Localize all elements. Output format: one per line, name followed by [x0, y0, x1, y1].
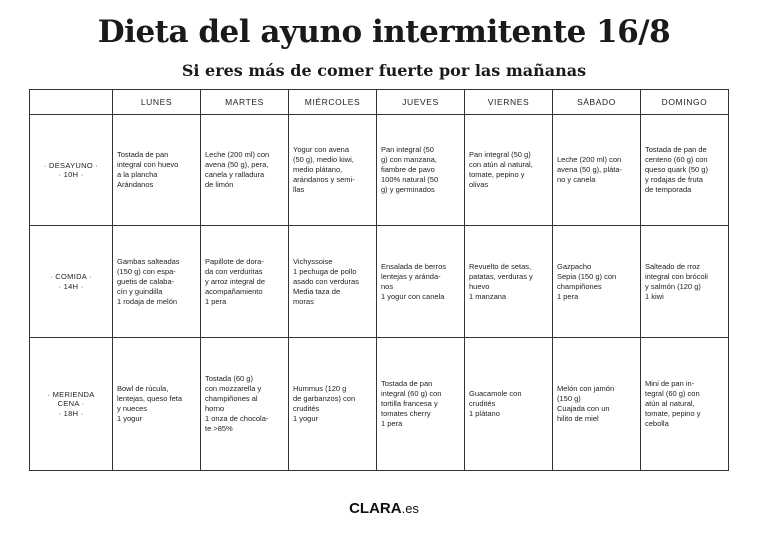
corner-cell [30, 90, 113, 115]
menu-cell: Ensalada de berros lentejas y aránda- nos 1 yogur con canela [377, 226, 465, 337]
meal-row-desayuno [30, 115, 729, 226]
menu-cell: Leche (200 ml) con avena (50 g), pláta- no y canela [553, 115, 641, 226]
day-header: MIÉRCOLES [289, 90, 377, 115]
meal-label: · DESAYUNO · · 10H · [30, 115, 113, 226]
day-header: MARTES [201, 90, 289, 115]
menu-cell: Papillote de dora- da con verduritas y arroz integral de acompañamiento 1 pera [201, 226, 289, 337]
meal-row-comida [30, 226, 729, 337]
menu-cell: Bowl de rúcula, lentejas, queso feta y nueces 1 yogur [113, 337, 201, 470]
day-header: SÁBADO [553, 90, 641, 115]
page-subtitle: Si eres más de comer fuerte por las mañanas [181, 61, 587, 80]
menu-cell: Vichyssoise 1 pechuga de pollo asado con verduras Media taza de moras [289, 226, 377, 337]
header-row [30, 90, 729, 115]
menu-cell: Pan integral (50 g) con atún al natural, tomate, pepino y olivas [465, 115, 553, 226]
menu-cell: Salteado de rroz integral con brócoli y salmón (120 g) 1 kiwi [641, 226, 729, 337]
meal-row-merienda-cena [30, 337, 729, 470]
menu-cell: Tostada (60 g) con mozzarella y champiñones al horno 1 onza de chocola- te >85% [201, 337, 289, 470]
brand-suffix: .es [401, 501, 419, 516]
meal-label: · MERIENDA CENA · · 18H · [30, 337, 113, 470]
menu-cell: Gazpacho Sepia (150 g) con champiñones 1 pera [553, 226, 641, 337]
day-header: LUNES [113, 90, 201, 115]
menu-cell: Tostada de pan integral con huevo a la plancha Arándanos [113, 115, 201, 226]
brand-name: CLARA [349, 500, 402, 517]
meal-label: · COMIDA · · 14H · [30, 226, 113, 337]
menu-cell: Mini de pan in- tegral (60 g) con atún al natural, tomate, pepino y cebolla [641, 337, 729, 470]
menu-cell: Tostada de pan de centeno (60 g) con queso quark (50 g) y rodajas de fruta de temporada [641, 115, 729, 226]
menu-cell: Guacamole con crudités 1 plátano [465, 337, 553, 470]
day-header: DOMINGO [641, 90, 729, 115]
day-header: VIERNES [465, 90, 553, 115]
menu-cell: Pan integral (50 g) con manzana, fiambre de pavo 100% natural (50 g) y germinados [377, 115, 465, 226]
menu-cell: Revuelto de setas, patatas, verduras y huevo 1 manzana [465, 226, 553, 337]
menu-cell: Melón con jamón (150 g) Cuajada con un hilito de miel [553, 337, 641, 470]
menu-cell: Yogur con avena (50 g), medio kiwi, medio plátano, arándanos y semi- llas [289, 115, 377, 226]
page-title: Dieta del ayuno intermitente 16/8 [97, 14, 671, 50]
menu-cell: Tostada de pan integral (60 g) con tortilla francesa y tomates cherry 1 pera [377, 337, 465, 470]
diet-table [29, 89, 729, 471]
day-header: JUEVES [377, 90, 465, 115]
menu-cell: Gambas salteadas (150 g) con espa- guetis de calaba- cín y guindilla 1 rodaja de melón [113, 226, 201, 337]
brand-logo[interactable] [0, 500, 768, 517]
menu-cell: Hummus (120 g de garbanzos) con crudités 1 yogur [289, 337, 377, 470]
menu-cell: Leche (200 ml) con avena (50 g), pera, canela y ralladura de limón [201, 115, 289, 226]
